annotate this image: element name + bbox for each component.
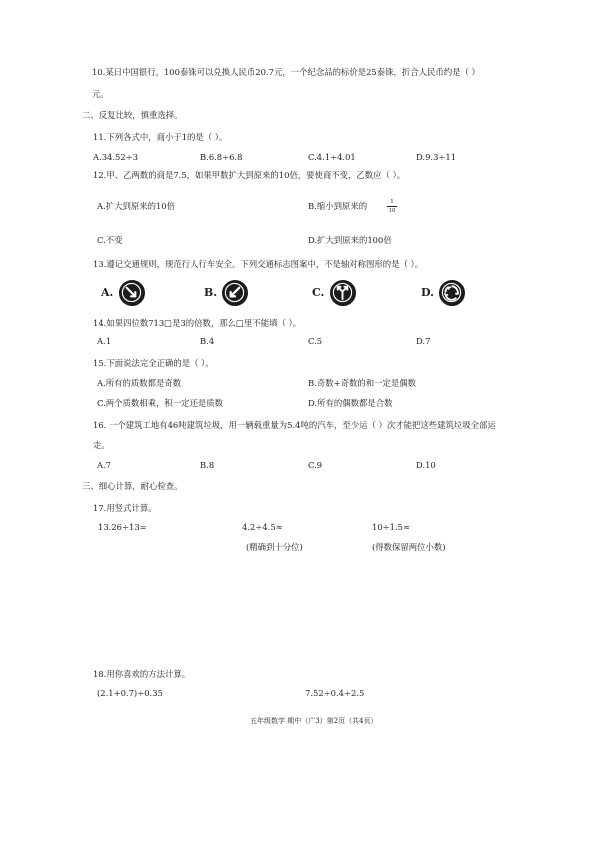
q16-option-b: B.8	[200, 460, 215, 470]
q18-item-1: (2.1+0.7)÷0.35	[97, 688, 163, 698]
q13-label-b: B.	[204, 286, 218, 299]
q15-option-b: B.奇数+奇数的和一定是偶数	[308, 378, 416, 388]
arrow-fork-icon	[331, 281, 354, 304]
fraction-bar	[387, 206, 397, 207]
q11-option-a: A.34.52÷3	[93, 152, 139, 162]
q12-option-d: D.扩大到原来的100倍	[308, 235, 392, 245]
q15-stem: 15.下面说法完全正确的是（ ）。	[93, 358, 214, 368]
fork-sign-icon	[330, 280, 356, 306]
q12-option-a: A.扩大到原来的10倍	[97, 201, 175, 211]
q16-option-d: D.10	[416, 460, 436, 470]
arrow-down-left-icon	[223, 281, 246, 304]
q12-fraction	[387, 199, 397, 214]
q13-stem: 13.遵记交通规则，规范行人行车安全。下列交通标志图案中，不是轴对称图形的是（ ）。	[93, 259, 424, 269]
q16-option-a: A.7	[97, 460, 112, 470]
q12-option-b: B.缩小到原来的	[308, 201, 368, 211]
q15-option-c: C.两个质数相乘，积一定还是质数	[97, 398, 224, 408]
q15-option-d: D.所有的偶数都是合数	[308, 398, 393, 408]
q15-option-a: A.所有的质数都是奇数	[97, 378, 182, 388]
q11-option-d: D.9.3÷11	[416, 152, 457, 162]
roundabout-sign-icon	[439, 280, 465, 306]
q11-stem: 11.下列各式中，商小于1的是（ ）。	[93, 132, 228, 142]
q17-item-1: 13.26÷13=	[98, 522, 147, 532]
q17-item-2: 4.2÷4.5≈	[242, 522, 283, 532]
q16-option-c: C.9	[308, 460, 323, 470]
section3-title: 三、细心计算，耐心检查。	[82, 481, 183, 491]
q12-stem: 12.甲、乙两数的商是7.5，如果甲数扩大到原来的10倍，要使商不变，乙数应（ ）。	[93, 170, 406, 180]
q12-fraction-denominator: 10	[388, 208, 396, 214]
turn-sign-icon	[222, 280, 248, 306]
q11-option-c: C.4.1÷4.01	[308, 152, 356, 162]
q18-stem: 18.用你喜欢的方法计算。	[93, 669, 191, 679]
q16-line2: 走。	[93, 440, 110, 450]
q17-stem: 17.用竖式计算。	[93, 503, 157, 513]
q13-label-a: A.	[101, 286, 114, 299]
q14-option-d: D.7	[416, 336, 431, 346]
q18-item-2: 7.52÷0.4÷2.5	[305, 688, 365, 698]
no-right-turn-sign-icon	[119, 280, 145, 306]
roundabout-arrows-icon	[440, 281, 463, 304]
q17-item-3: 10÷1.5≈	[372, 522, 411, 532]
q10-line2: 元。	[92, 89, 109, 99]
arrow-diagonal-icon	[120, 281, 143, 304]
q17-note-2: (得数保留两位小数)	[372, 542, 446, 552]
q13-label-d: D.	[421, 286, 434, 299]
q10-line1: 10.某日中国银行，100泰铢可以兑换人民币20.7元，一个纪念品的标价是25泰铢，折合人民币约是（ ）	[92, 67, 480, 77]
q14-option-b: B.4	[200, 336, 215, 346]
q13-label-c: C.	[312, 286, 325, 299]
q12-option-c: C.不变	[97, 235, 123, 245]
section2-title: 二、反复比较，慎重选择。	[82, 110, 183, 120]
q11-option-b: B.6.8÷6.8	[200, 152, 243, 162]
q14-option-c: C.5	[308, 336, 323, 346]
q17-note-1: (精确到十分位)	[246, 542, 303, 552]
q14-stem: 14.如果四位数713□是3的倍数，那么□里不能填（ ）。	[93, 318, 302, 328]
q16-line1: 16. 一个建筑工地有46吨建筑垃圾，用一辆载重量为5.4吨的汽车，至少运（ ）次才能把这些建筑垃圾全部运	[93, 420, 496, 430]
q12-fraction-numerator: 1	[390, 199, 394, 205]
q14-option-a: A.1	[97, 336, 112, 346]
page-footer: 五年级数学 期中（广3）第2页（共4页）	[250, 717, 378, 725]
